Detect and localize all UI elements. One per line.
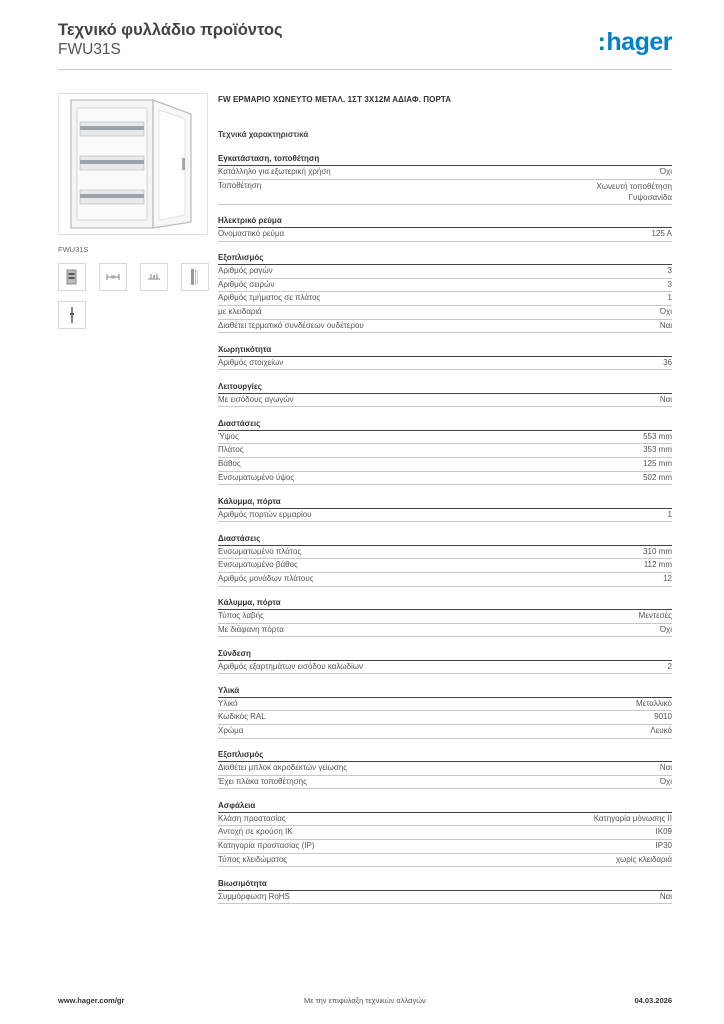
spec-value xyxy=(660,891,672,904)
spec-label: Αριθμός σειρών xyxy=(218,279,275,289)
spec-label: Ενσωματωμένο βάθος xyxy=(218,560,298,570)
spec-row xyxy=(218,546,672,560)
spec-row xyxy=(218,279,672,293)
spec-row xyxy=(218,573,672,587)
spec-section-title: Ηλεκτρικό ρεύμα xyxy=(218,215,672,228)
spec-value-line: 3 xyxy=(667,279,672,289)
spec-value xyxy=(596,180,672,204)
spec-value-line: 125 mm xyxy=(643,459,672,469)
image-caption: FWU31S xyxy=(58,245,89,254)
spec-row xyxy=(218,394,672,408)
spec-value-line: 1 xyxy=(667,293,672,303)
spec-row xyxy=(218,725,672,739)
spec-value xyxy=(650,725,672,738)
spec-value-line: Όχι xyxy=(659,306,672,316)
product-code: FWU31S xyxy=(58,41,121,58)
spec-section-title: Βιωσιμότητα xyxy=(218,878,672,891)
spec-section-title: Ασφάλεια xyxy=(218,800,672,813)
spec-label: Αριθμός στοιχείων xyxy=(218,357,284,367)
spec-section xyxy=(218,685,672,739)
spec-section xyxy=(218,418,672,485)
spec-section-title: Χωρητικότητα xyxy=(218,344,672,357)
spec-row xyxy=(218,444,672,458)
spec-value-line: Κατηγορία μόνωσης II xyxy=(593,813,672,823)
spec-label: Αριθμός εξαρτημάτων εισόδου καλωδίων xyxy=(218,661,363,671)
spec-value xyxy=(660,624,672,637)
spec-label: Κατάλληλο για εξωτερική χρήση xyxy=(218,167,331,176)
spec-value-line: 502 mm xyxy=(643,472,672,482)
spec-value-line: 353 mm xyxy=(643,445,672,455)
spec-label: Αριθμός πορτών ερμαρίου xyxy=(218,509,312,519)
spec-value xyxy=(656,826,672,839)
spec-value-line: 2 xyxy=(667,661,672,671)
spec-value xyxy=(654,711,672,724)
spec-section xyxy=(218,597,672,637)
spec-row xyxy=(218,180,672,205)
spec-section-title: Εξοπλισμός xyxy=(218,252,672,265)
spec-value-line: 1 xyxy=(667,509,672,519)
spec-row xyxy=(218,610,672,624)
spec-value xyxy=(663,573,672,586)
spec-value xyxy=(643,472,672,485)
spec-section xyxy=(218,533,672,587)
spec-label: Ονομαστικό ρεύμα xyxy=(218,229,285,239)
spec-row xyxy=(218,228,672,242)
thumbnail-list xyxy=(58,263,223,329)
technical-characteristics-heading: Τεχνικά χαρακτηριστικά xyxy=(218,130,309,139)
spec-value xyxy=(660,320,672,333)
spec-label: Αριθμός μονάδων πλάτους xyxy=(218,574,314,583)
spec-value xyxy=(644,559,672,572)
spec-value xyxy=(668,265,672,278)
website-link[interactable]: www.hager.com/gr xyxy=(58,996,125,1005)
spec-row xyxy=(218,320,672,334)
spec-value-line: 3 xyxy=(667,266,672,276)
product-media xyxy=(58,93,208,329)
spec-section xyxy=(218,800,672,867)
spec-value xyxy=(668,509,672,522)
spec-section xyxy=(218,344,672,371)
spec-sections xyxy=(218,153,672,904)
spec-label: Κωδικός RAL xyxy=(218,712,266,722)
spec-section xyxy=(218,252,672,333)
spec-row xyxy=(218,509,672,523)
spec-label: Χρώμα xyxy=(218,726,244,736)
spec-value xyxy=(594,813,672,826)
spec-label: Αριθμός τμήματος σε πλάτος xyxy=(218,293,321,303)
spec-label: Κατηγορία προστασίας (IP) xyxy=(218,841,315,851)
spec-section xyxy=(218,381,672,408)
cabinet-front-icon[interactable] xyxy=(58,263,86,291)
spec-label: Αντοχή σε κρούση IK xyxy=(218,827,293,837)
spec-value-line: 9010 xyxy=(654,712,672,722)
spec-value xyxy=(668,292,672,305)
spec-label: Τύπος λαβής xyxy=(218,611,264,621)
spec-value xyxy=(643,546,672,559)
spec-section-title: Εγκατάσταση, τοποθέτηση xyxy=(218,153,672,166)
spec-label: Πλάτος xyxy=(218,445,244,455)
spec-row xyxy=(218,661,672,675)
spec-label: Υλικό xyxy=(218,698,238,708)
dimension-depth-icon[interactable] xyxy=(140,263,168,291)
spec-value xyxy=(660,306,672,319)
spec-section-title: Υλικά xyxy=(218,685,672,698)
spec-label: με κλειδαριά xyxy=(218,306,262,316)
spec-value xyxy=(660,762,672,775)
spec-section-title: Σύνδεση xyxy=(218,648,672,661)
spec-value xyxy=(660,166,672,179)
spec-label: Βάθος xyxy=(218,459,241,469)
spec-value xyxy=(668,279,672,292)
spec-label: Ύψος xyxy=(218,431,239,441)
spec-value-line: Όχι xyxy=(659,167,672,176)
document-header xyxy=(58,20,672,70)
spec-value xyxy=(616,854,672,867)
spec-row xyxy=(218,762,672,776)
spec-value-line: Όχι xyxy=(659,776,672,786)
spec-row xyxy=(218,166,672,180)
spec-value xyxy=(643,444,672,457)
spec-row xyxy=(218,698,672,712)
spec-label: Αριθμός ραγών xyxy=(218,266,273,276)
spec-row xyxy=(218,813,672,827)
spec-value xyxy=(663,357,672,370)
spec-value-line: Ναι xyxy=(659,394,672,404)
spec-section-title: Διαστάσεις xyxy=(218,418,672,431)
spec-row xyxy=(218,711,672,725)
spec-section xyxy=(218,749,672,789)
header-divider xyxy=(58,69,672,70)
spec-label: Ενσωματωμένο πλάτος xyxy=(218,546,302,556)
spec-value-line: 36 xyxy=(663,357,672,367)
wall-cabinet-icon xyxy=(58,93,208,235)
spec-value-line: χωρίς κλειδαριά xyxy=(615,854,672,864)
spec-value-line: IK09 xyxy=(655,827,672,837)
spec-section xyxy=(218,648,672,675)
spec-row xyxy=(218,472,672,486)
spec-label: Με διάφανη πόρτα xyxy=(218,624,284,634)
spec-value xyxy=(639,610,672,623)
spec-value xyxy=(643,431,672,444)
spec-row xyxy=(218,776,672,790)
spec-row xyxy=(218,559,672,573)
spec-value xyxy=(656,840,672,853)
spec-value-line: 553 mm xyxy=(643,431,672,441)
disclaimer-note: Με την επιφύλαξη τεχνικών αλλαγών xyxy=(304,996,426,1005)
spec-value-line: IP30 xyxy=(655,841,672,851)
spec-section-title: Κάλυμμα, πόρτα xyxy=(218,496,672,509)
spec-row xyxy=(218,431,672,445)
spec-value-line: Ναι xyxy=(659,763,672,773)
spec-label: Ενσωματωμένο ύψος xyxy=(218,472,295,482)
cabinet-side-icon[interactable] xyxy=(181,263,209,291)
document-title: Τεχνικό φυλλάδιο προϊόντος xyxy=(58,21,283,39)
spec-section xyxy=(218,878,672,905)
spec-row xyxy=(218,458,672,472)
spec-value-line: Ναι xyxy=(659,891,672,901)
spec-value-line: Όχι xyxy=(659,624,672,634)
spec-section-title: Εξοπλισμός xyxy=(218,749,672,762)
spec-row xyxy=(218,854,672,868)
spec-value xyxy=(660,394,672,407)
spec-value-line: Μεντεσές xyxy=(638,611,672,621)
spec-value-line: Χωνευτή τοποθέτηση xyxy=(596,181,672,191)
spec-value-line: 12 xyxy=(663,574,672,583)
spec-value xyxy=(652,228,672,241)
product-description: FW ΕΡΜΑΡΙΟ ΧΩΝΕΥΤΟ ΜΕΤΑΛ. 1ΣΤ 3Χ12Μ ΑΔΙΑΦ. ΠΟΡΤΑ xyxy=(218,95,452,104)
spec-row xyxy=(218,306,672,320)
spec-value-line: Μεταλλικό xyxy=(635,698,672,708)
spec-label: Διαθέτει τερματικό συνδέσεων ουδέτερου xyxy=(218,320,364,330)
spec-section-title: Διαστάσεις xyxy=(218,533,672,546)
spec-value xyxy=(668,661,672,674)
spec-row xyxy=(218,357,672,371)
spec-row xyxy=(218,826,672,840)
spec-value-line: 310 mm xyxy=(643,546,672,556)
dimension-width-icon[interactable] xyxy=(99,263,127,291)
spec-value xyxy=(636,698,672,711)
spec-value-line: 125 A xyxy=(651,229,672,239)
spec-label: Τύπος κλειδώματος xyxy=(218,854,288,864)
spec-label: Τοποθέτηση xyxy=(218,180,262,190)
spec-row xyxy=(218,292,672,306)
spec-label: Διαθέτει μπλοκ ακροδεκτών γείωσης xyxy=(218,763,348,773)
spec-section xyxy=(218,496,672,523)
spec-row xyxy=(218,891,672,905)
spec-section xyxy=(218,215,672,242)
spec-row xyxy=(218,624,672,638)
spec-section xyxy=(218,153,672,205)
spec-label: Συμμόρφωση RoHS xyxy=(218,891,290,901)
spec-label: Κλάση προστασίας xyxy=(218,813,286,823)
spec-value-line: Λευκό xyxy=(650,726,672,736)
spec-value-line: Ναι xyxy=(659,320,672,330)
hager-logo: :hager xyxy=(597,28,672,56)
spec-section-title: Λειτουργίες xyxy=(218,381,672,394)
document-date: 04.03.2026 xyxy=(634,996,672,1005)
spec-value-line: Γυψοσανίδα xyxy=(628,193,672,203)
spec-section-title: Κάλυμμα, πόρτα xyxy=(218,597,672,610)
spec-label: Έχει πλάκα τοποθέτησης xyxy=(218,776,307,786)
cabinet-section-icon[interactable] xyxy=(58,301,86,329)
spec-value xyxy=(660,776,672,789)
spec-row xyxy=(218,840,672,854)
spec-value-line: 112 mm xyxy=(643,560,672,570)
spec-value xyxy=(643,458,672,471)
spec-panel xyxy=(218,95,672,915)
spec-row xyxy=(218,265,672,279)
spec-label: Με εισόδους αγωγών xyxy=(218,394,294,404)
